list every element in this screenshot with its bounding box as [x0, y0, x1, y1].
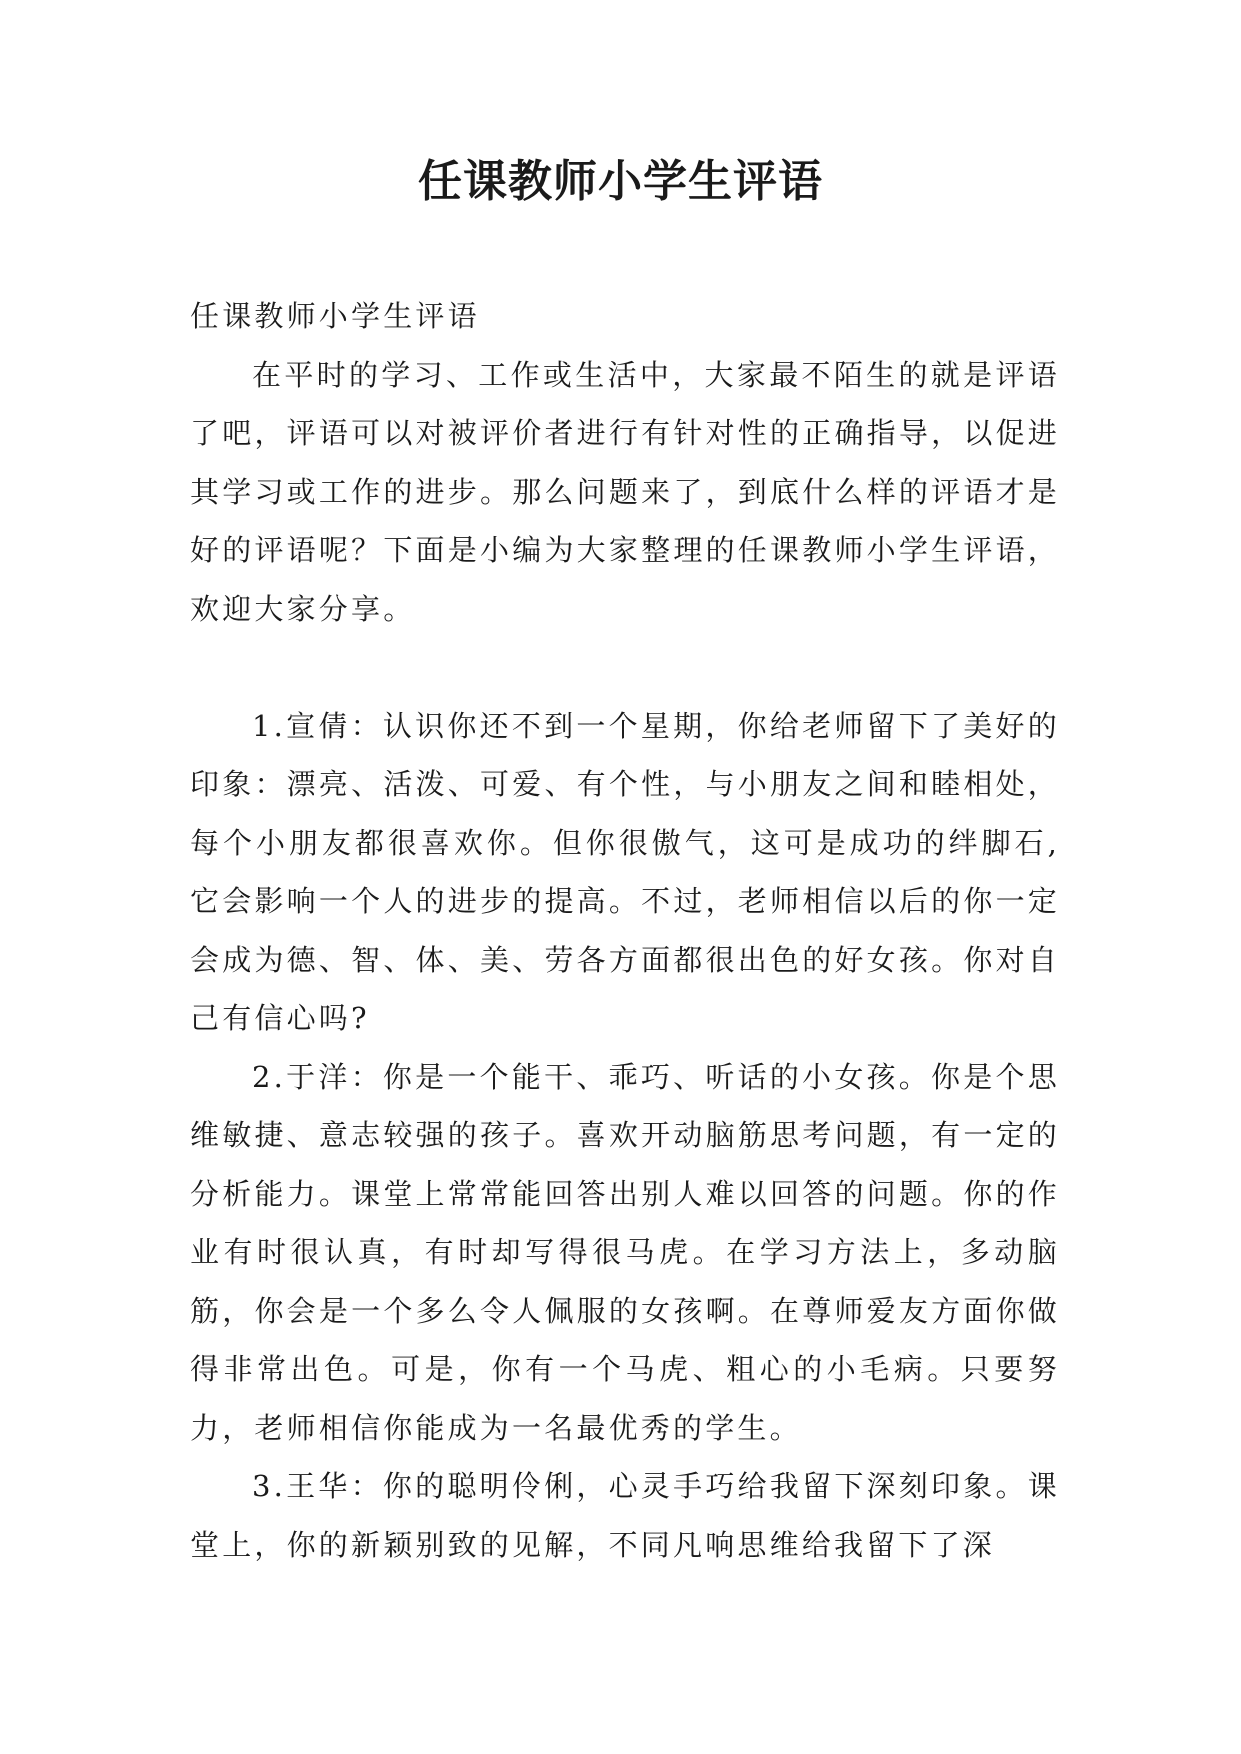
- intro-paragraph: 在平时的学习、工作或生活中，大家最不陌生的就是评语了吧，评语可以对被评价者进行有针对性的正确指导，以促进其学习或工作的进步。那么问题来了，到底什么样的评语才是好的评语呢？下面是小编为大家整理的任课教师小学生评语，欢迎大家分享。: [190, 357, 1060, 626]
- document-title: 任课教师小学生评语: [418, 156, 823, 207]
- document-body: [190, 287, 1060, 1574]
- paragraph-spacer: [190, 638, 1060, 697]
- document-subtitle: 任课教师小学生评语: [190, 299, 480, 333]
- comment-item-2: 2.于洋：你是一个能干、乖巧、听话的小女孩。你是个思维敏捷、意志较强的孩子。喜欢开动脑筋思考问题，有一定的分析能力。课堂上常常能回答出别人难以回答的问题。你的作业有时很认真，有时却写得很马虎。在学习方法上，多动脑筋，你会是一个多么令人佩服的女孩啊。在尊师爱友方面你做得非常出色。可是，你有一个马虎、粗心的小毛病。只要努力，老师相信你能成为一名最优秀的学生。: [190, 1059, 1060, 1445]
- comment-item-3: 3.王华：你的聪明伶俐，心灵手巧给我留下深刻印象。课堂上，你的新颖别致的见解，不同凡响思维给我留下了深: [190, 1469, 1060, 1562]
- comment-item-1: 1.宣倩：认识你还不到一个星期，你给老师留下了美好的印象：漂亮、活泼、可爱、有个性，与小朋友之间和睦相处，每个小朋友都很喜欢你。但你很傲气，这可是成功的绊脚石,它会影响一个人的进步的提高。不过，老师相信以后的你一定会成为德、智、体、美、劳各方面都很出色的好女孩。你对自己有信心吗?: [190, 708, 1060, 1035]
